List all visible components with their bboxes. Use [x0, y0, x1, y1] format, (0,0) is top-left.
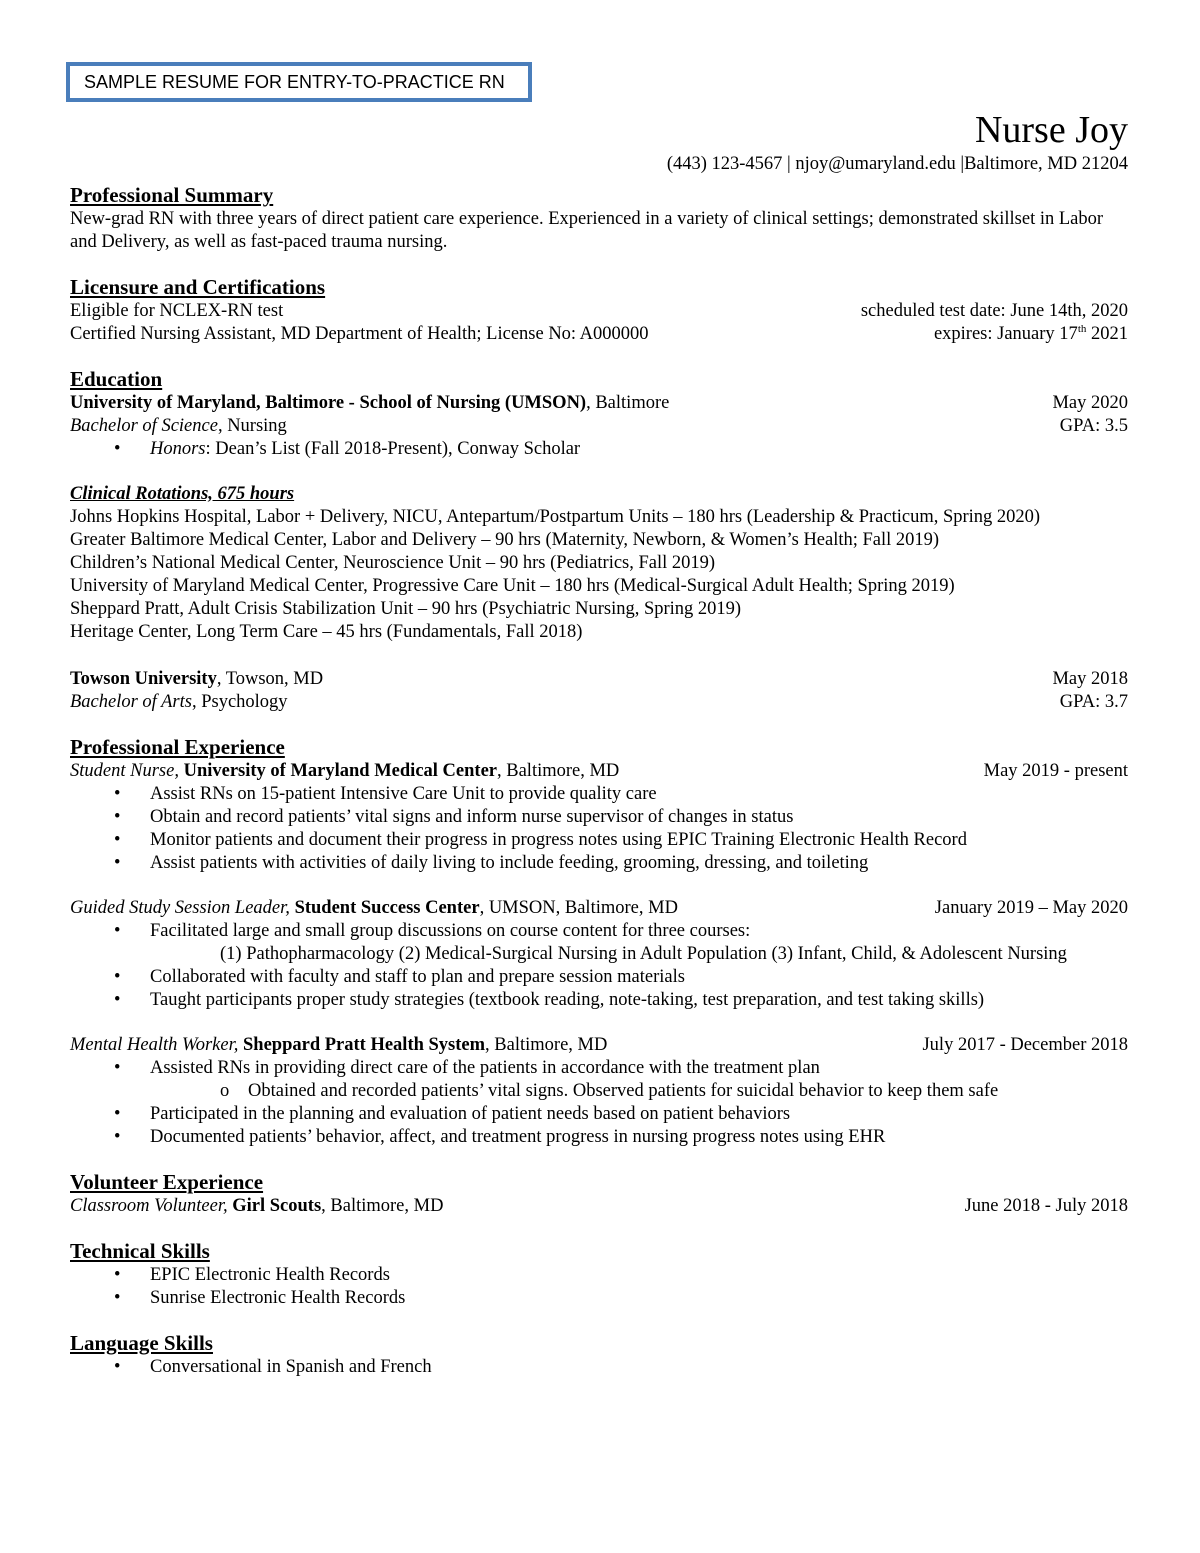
degree-major: , Nursing [217, 416, 287, 436]
job-role: Mental Health Worker, [70, 1035, 239, 1055]
licensure-section [70, 274, 1128, 346]
school-row [70, 392, 1128, 415]
license-row [70, 300, 1128, 323]
clinical-rotation: Johns Hopkins Hospital, Labor + Delivery, NICU, Antepartum/Postpartum Units – 180 hrs (Leadership & Practicum, Spring 2020) [70, 507, 1041, 527]
school-city: , Baltimore [586, 393, 670, 413]
job-org: University of Maryland Medical Center [183, 761, 497, 781]
school-name: Towson University [70, 669, 217, 689]
language-item: • Conversational in Spanish and French [70, 1356, 1128, 1379]
clinical-rotations-heading: Clinical Rotations, 675 hours [70, 484, 295, 504]
school-name: University of Maryland, Baltimore - School of Nursing (UMSON) [70, 393, 587, 413]
licensure-heading: Licensure and Certifications [70, 275, 326, 299]
job-date: July 2017 - December 2018 [922, 1035, 1128, 1055]
license-date: expires: January 17th 2021 [933, 322, 1128, 344]
education-section [70, 366, 1128, 714]
skill-item: • Sunrise Electronic Health Records [70, 1287, 1128, 1310]
school-row [70, 668, 1128, 691]
job-bullet: • Collaborated with faculty and staff to plan and prepare session materials [70, 966, 1128, 989]
summary-heading: Professional Summary [70, 183, 274, 207]
job-location: , Baltimore, MD [497, 761, 620, 781]
job-bullet: • Participated in the planning and evaluation of patient needs based on patient behaviors [70, 1103, 1128, 1126]
contact-line: (443) 123-4567 | njoy@umaryland.edu |Baltimore, MD 21204 [666, 154, 1128, 174]
job-row [70, 760, 1128, 783]
job-bullet: • Assist RNs on 15-patient Intensive Care Unit to provide quality care [70, 783, 1128, 806]
education-heading: Education [70, 367, 163, 391]
degree-row [70, 415, 1128, 438]
license-row [70, 323, 1128, 346]
job-row [70, 1034, 1128, 1057]
honors-item: • Honors: Dean’s List (Fall 2018-Present), Conway Scholar [70, 438, 1128, 461]
experience-heading: Professional Experience [70, 735, 285, 759]
license-name: Certified Nursing Assistant, MD Department of Health; License No: A000000 [70, 324, 649, 344]
candidate-name: Nurse Joy [974, 109, 1128, 151]
gpa: GPA: 3.5 [1059, 416, 1128, 436]
clinical-rotation: Greater Baltimore Medical Center, Labor and Delivery – 90 hrs (Maternity, Newborn, & Women’s Health; Fall 2019) [70, 530, 940, 550]
volunteer-org: Girl Scouts [232, 1196, 322, 1216]
job-role: Student Nurse, [70, 761, 179, 781]
school-city: , Towson, MD [216, 669, 324, 689]
job-org: Student Success Center [294, 898, 480, 918]
clinical-rotation: Children’s National Medical Center, Neuroscience Unit – 90 hrs (Pediatrics, Fall 2019) [70, 553, 716, 573]
job-bullet: • Assist patients with activities of daily living to include feeding, grooming, dressing, and toileting [70, 852, 1128, 875]
job-bullet: • Obtain and record patients’ vital signs and inform nurse supervisor of changes in status [70, 806, 1128, 829]
document-banner: SAMPLE RESUME FOR ENTRY-TO-PRACTICE RN [66, 62, 532, 102]
language-skills-section [70, 1330, 1128, 1379]
resume-page [70, 108, 1128, 1379]
job-bullet: • Documented patients’ behavior, affect, and treatment progress in nursing progress notes using EHR [70, 1126, 1128, 1149]
volunteer-date: June 2018 - July 2018 [964, 1196, 1128, 1216]
volunteer-row [70, 1195, 1128, 1218]
volunteer-heading: Volunteer Experience [70, 1170, 264, 1194]
license-date: scheduled test date: June 14th, 2020 [860, 301, 1128, 321]
job-bullet: • Monitor patients and document their progress in progress notes using EPIC Training Electronic Health Record [70, 829, 1128, 852]
language-skills-heading: Language Skills [70, 1331, 213, 1355]
volunteer-role: Classroom Volunteer, [70, 1196, 228, 1216]
degree-major: , Psychology [191, 692, 288, 712]
job-date: May 2019 - present [983, 761, 1128, 781]
job-bullet: • Assisted RNs in providing direct care of the patients in accordance with the treatment plan [70, 1057, 1128, 1080]
volunteer-section [70, 1169, 1128, 1218]
volunteer-location: , Baltimore, MD [321, 1196, 444, 1216]
summary-text: New-grad RN with three years of direct patient care experience. Experienced in a variety of clinical settings; demonstrated skillset in Labor and Delivery, as well as fast-paced trauma nursing. [70, 209, 1104, 252]
clinical-rotation: Heritage Center, Long Term Care – 45 hrs (Fundamentals, Fall 2018) [70, 622, 583, 642]
job-row [70, 897, 1128, 920]
technical-skills-section [70, 1238, 1128, 1310]
job-location: , UMSON, Baltimore, MD [479, 898, 678, 918]
degree-name: Bachelor of Arts [70, 692, 192, 712]
clinical-rotation: Sheppard Pratt, Adult Crisis Stabilization Unit – 90 hrs (Psychiatric Nursing, Spring 2019) [70, 599, 742, 619]
job-role: Guided Study Session Leader, [70, 898, 290, 918]
clinical-rotation: University of Maryland Medical Center, Progressive Care Unit – 180 hrs (Medical-Surgical Adult Health; Spring 2019) [70, 576, 955, 596]
job-location: , Baltimore, MD [485, 1035, 608, 1055]
job-date: January 2019 – May 2020 [934, 898, 1128, 918]
skill-item: • EPIC Electronic Health Records [70, 1264, 1128, 1287]
course-list: (1) Pathopharmacology (2) Medical-Surgical Nursing in Adult Population (3) Infant, Child, & Adolescent Nursing [220, 944, 1067, 964]
gpa: GPA: 3.7 [1059, 692, 1128, 712]
graduation-date: May 2018 [1052, 669, 1128, 689]
technical-skills-heading: Technical Skills [70, 1239, 210, 1263]
degree-name: Bachelor of Science [70, 416, 218, 436]
summary-section [70, 182, 1128, 254]
job-sub-bullet: o Obtained and recorded patients’ vital signs. Observed patients for suicidal behavior to keep them safe [70, 1080, 1128, 1103]
license-name: Eligible for NCLEX-RN test [70, 301, 284, 321]
graduation-date: May 2020 [1052, 393, 1128, 413]
job-bullet: • Taught participants proper study strategies (textbook reading, note-taking, test preparation, and test taking skills) [70, 989, 1128, 1012]
job-bullet: • Facilitated large and small group discussions on course content for three courses: [70, 920, 1128, 943]
experience-section [70, 734, 1128, 1149]
job-org: Sheppard Pratt Health System [243, 1035, 486, 1055]
degree-row [70, 691, 1128, 714]
